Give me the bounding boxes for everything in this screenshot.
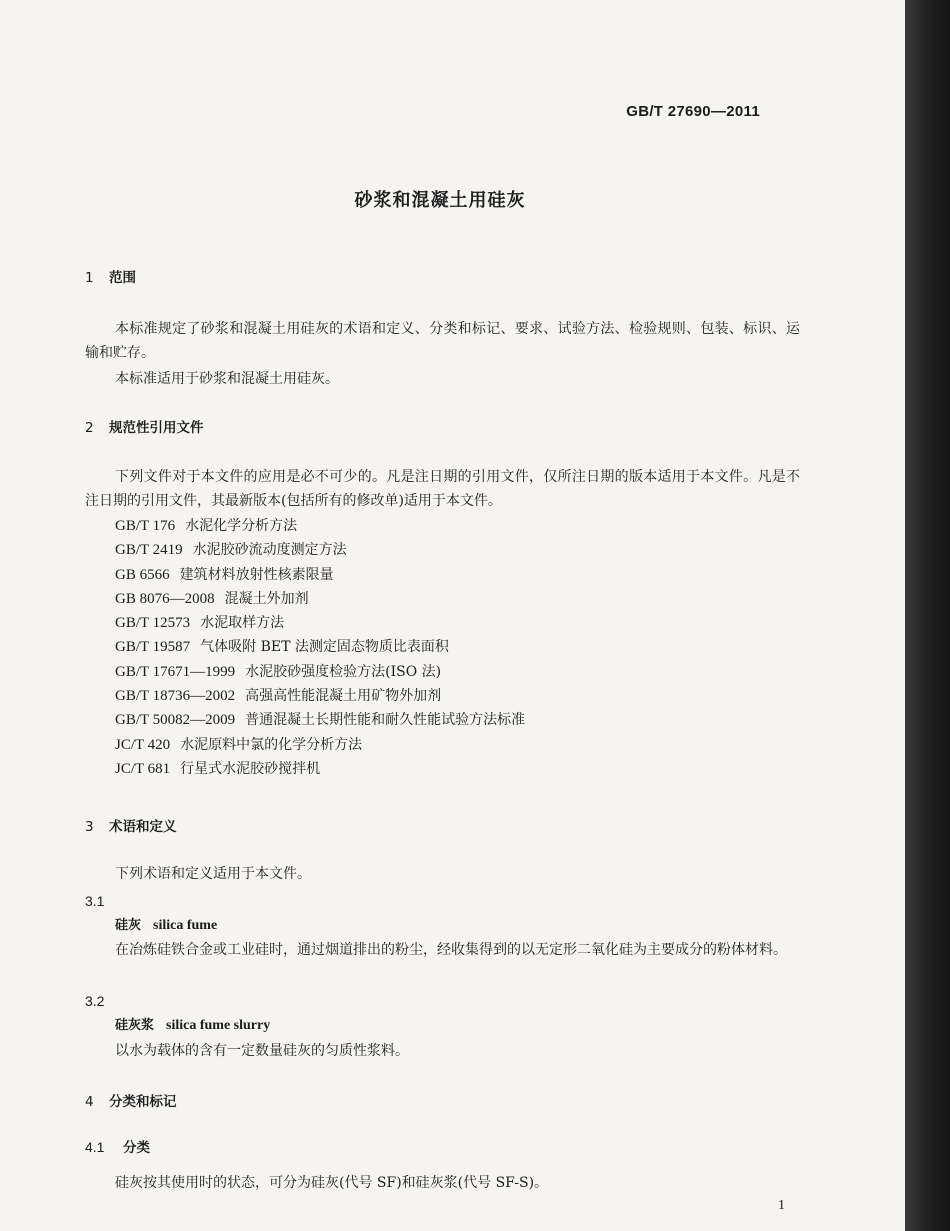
reference-item <box>85 563 800 587</box>
reference-item <box>85 514 800 538</box>
reference-item <box>85 708 800 732</box>
terms-intro: 下列术语和定义适用于本文件。 <box>115 866 311 882</box>
reference-code: GB/T 18736—2002 <box>115 688 236 705</box>
section-number: 2 <box>85 420 94 436</box>
section-title: 规范性引用文件 <box>109 420 204 436</box>
reference-code: GB 8076—2008 <box>115 590 215 607</box>
reference-item <box>85 635 800 659</box>
scan-edge <box>905 0 950 1231</box>
section-title: 分类和标记 <box>109 1094 177 1110</box>
section-title: 术语和定义 <box>109 819 177 835</box>
reference-title: 高强高性能混凝土用矿物外加剂 <box>245 688 442 705</box>
section-number: 3 <box>85 819 94 835</box>
reference-title: 水泥原料中氯的化学分析方法 <box>180 736 363 753</box>
term-heading <box>85 1014 830 1038</box>
term-en: silica fume slurry <box>166 1018 271 1033</box>
scope-paragraph: 本标准规定了砂浆和混凝土用硅灰的术语和定义、分类和标记、要求、试验方法、检验规则、包装、标识、运输和贮存。 <box>85 321 800 361</box>
section-title: 范围 <box>109 270 136 286</box>
section-number: 4 <box>85 1094 94 1110</box>
section-3-heading <box>85 815 800 839</box>
reference-code: GB/T 17671—1999 <box>115 663 236 680</box>
classification-paragraph: 硅灰按其使用时的状态，可分为硅灰(代号 SF)和硅灰浆(代号 SF-S)。 <box>115 1175 549 1191</box>
reference-title: 气体吸附 BET 法测定固态物质比表面积 <box>200 639 449 656</box>
standard-code: GB/T 27690—2011 <box>626 103 760 120</box>
section-4-heading <box>85 1090 800 1114</box>
reference-item <box>85 733 800 757</box>
reference-code: GB/T 50082—2009 <box>115 712 236 729</box>
subsection-title: 分类 <box>123 1140 150 1156</box>
section-2-heading <box>85 416 800 440</box>
reference-item <box>85 684 800 708</box>
section-1-heading <box>85 266 800 290</box>
reference-title: 水泥化学分析方法 <box>185 518 298 534</box>
reference-code: GB/T 12573 <box>115 615 191 632</box>
term-number: 3.1 <box>85 893 105 909</box>
subsection-number: 4.1 <box>85 1139 105 1155</box>
reference-item <box>85 757 800 781</box>
subsection-4-1-heading <box>85 1135 800 1160</box>
reference-item <box>85 587 800 611</box>
reference-title: 水泥胶砂强度检验方法(ISO 法) <box>245 663 442 680</box>
reference-code: GB/T 19587 <box>115 639 191 656</box>
reference-code: GB/T 176 <box>115 518 176 534</box>
reference-list <box>85 514 800 781</box>
page-number: 1 <box>778 1198 785 1213</box>
document-title: 砂浆和混凝土用硅灰 <box>354 190 526 211</box>
term-definition: 以水为载体的含有一定数量硅灰的匀质性浆料。 <box>115 1043 409 1059</box>
reference-title: 建筑材料放射性核素限量 <box>179 566 334 583</box>
reference-code: JC/T 681 <box>115 760 171 777</box>
reference-code: GB 6566 <box>115 566 170 583</box>
reference-code: GB/T 2419 <box>115 542 183 559</box>
references-intro: 下列文件对于本文件的应用是必不可少的。凡是注日期的引用文件，仅所注日期的版本适用于本文件。凡是不注日期的引用文件，其最新版本(包括所有的修改单)适用于本文件。 <box>85 469 800 509</box>
term-zh: 硅灰 <box>115 918 142 933</box>
term-definition: 在冶炼硅铁合金或工业硅时，通过烟道排出的粉尘，经收集得到的以无定形二氧化硅为主要成分的粉体材料。 <box>115 942 787 958</box>
reference-item <box>85 660 800 684</box>
term-en: silica fume <box>153 918 218 933</box>
reference-code: JC/T 420 <box>115 736 171 753</box>
reference-item <box>85 611 800 635</box>
scope-applicability: 本标准适用于砂浆和混凝土用硅灰。 <box>115 371 339 387</box>
reference-title: 水泥取样方法 <box>200 615 285 632</box>
reference-title: 普通混凝土长期性能和耐久性能试验方法标准 <box>245 712 526 729</box>
reference-item <box>85 538 800 562</box>
reference-title: 水泥胶砂流动度测定方法 <box>192 542 347 559</box>
section-number: 1 <box>85 270 94 286</box>
term-heading <box>85 914 830 938</box>
reference-title: 行星式水泥胶砂搅拌机 <box>180 760 321 777</box>
term-zh: 硅灰浆 <box>115 1018 155 1033</box>
reference-title: 混凝土外加剂 <box>224 590 309 607</box>
term-number: 3.2 <box>85 993 105 1009</box>
